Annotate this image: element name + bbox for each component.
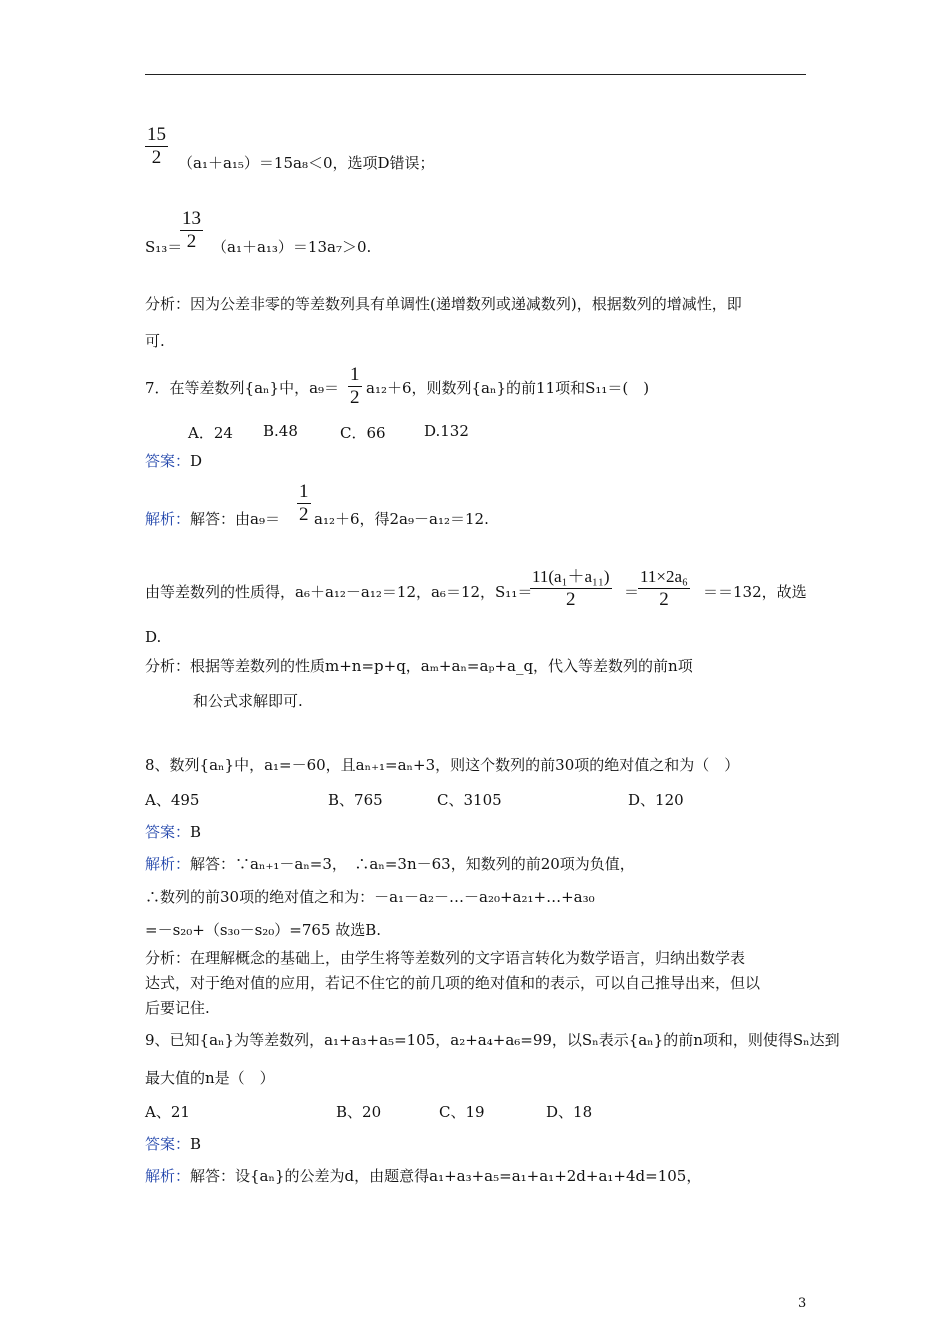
text-line-2-prefix: S₁₃＝: [145, 238, 183, 256]
solution-label: 解析：: [145, 510, 191, 528]
text-line-1: （a₁＋a₁₅）＝15a₈＜0，选项D错误；: [178, 154, 435, 172]
question-7-stem-cont: a₁₂＋6，则数列{aₙ}的前11项和S₁₁＝( ): [366, 379, 650, 397]
analysis-text: 和公式求解即可.: [193, 692, 303, 710]
solution-line: =－s₂₀+（s₃₀－s₂₀）=765 故选B.: [145, 921, 382, 939]
answer-label: 答案：: [145, 452, 191, 470]
property-line-end: D.: [145, 628, 162, 646]
analysis-text: 分析：在理解概念的基础上，由学生将等差数列的文字语言转化为数学语言，归纳出数学表: [145, 949, 746, 967]
analysis-text: 分析：根据等差数列的性质m+n=p+q，aₘ+aₙ=aₚ+a_q，代入等差数列的前n项: [145, 657, 693, 675]
analysis-text: 分析：因为公差非零的等差数列具有单调性(递增数列或递减数列)，根据数列的增减性，即: [145, 295, 742, 313]
text-line-2: （a₁＋a₁₃）＝13a₇＞0.: [212, 238, 372, 256]
analysis-text: 达式，对于绝对值的应用，若记不住它的前几项的绝对值和的表示，可以自己推导出来，但以: [145, 974, 761, 992]
answer-label: 答案：: [145, 823, 191, 841]
question-7-stem: 7．在等差数列{aₙ}中，a₉＝: [145, 379, 340, 397]
option-d: D、120: [628, 791, 684, 809]
answer-label: 答案：: [145, 1135, 191, 1153]
option-a: A．24: [188, 424, 233, 442]
option-b: B、765: [328, 791, 383, 809]
fraction-1-2: 1 2: [299, 481, 309, 525]
question-8-stem: 8、数列{aₙ}中，a₁=－60，且aₙ₊₁=aₙ+3，则这个数列的前30项的绝对值之和为（ ）: [145, 756, 740, 774]
option-c: C、3105: [437, 791, 502, 809]
solution-line-cont: a₁₂＋6，得2a₉－a₁₂＝12.: [314, 510, 489, 528]
answer-value: B: [190, 1135, 202, 1153]
answer-line: [145, 451, 202, 471]
option-a: A、495: [145, 791, 200, 809]
equals-sign: ＝: [624, 583, 640, 601]
solution-line: 解析：解答：设{aₙ}的公差为d，由题意得a₁+a₃+a₅=a₁+a₁+2d+a₁+4d=105，: [145, 1167, 702, 1185]
option-a: A、21: [145, 1103, 190, 1121]
solution-label: 解析：: [145, 855, 191, 873]
question-9-stem-cont: 最大值的n是（ ）: [145, 1069, 275, 1087]
option-b: B.48: [263, 422, 298, 440]
question-9-stem: 9、已知{aₙ}为等差数列，a₁+a₃+a₅=105，a₂+a₄+a₆=99，以Sₙ表示{aₙ}的前n项和，则使得Sₙ达到: [145, 1031, 840, 1049]
answer-line: [145, 1134, 201, 1154]
fraction-1-2: 1 2: [350, 364, 360, 408]
solution-line: 解析：解答：∵aₙ₊₁－aₙ=3， ∴aₙ=3n－63，知数列的前20项为负值，: [145, 855, 635, 873]
property-line-cont: ＝＝132，故选: [703, 583, 807, 601]
solution-line: 解析：解答：由a₉＝: [145, 510, 280, 528]
solution-label: 解析：: [145, 1167, 191, 1185]
property-line: 由等差数列的性质得，a₆＋a₁₂－a₁₂＝12，a₆＝12，S₁₁＝: [145, 583, 533, 601]
header-rule: [145, 74, 806, 75]
analysis-text: 后要记住.: [145, 999, 210, 1017]
solution-line: ∴数列的前30项的绝对值之和为：－a₁－a₂－…－a₂₀+a₂₁+…+a₃₀: [145, 888, 595, 906]
answer-value: B: [190, 823, 202, 841]
fraction-13-2: 13 2: [182, 208, 201, 252]
fraction-11x2a6: 11×2a₆ 2: [640, 567, 688, 610]
option-c: C．66: [340, 424, 386, 442]
option-d: D.132: [424, 422, 469, 440]
option-d: D、18: [546, 1103, 593, 1121]
answer-value: D: [190, 452, 203, 470]
option-c: C、19: [439, 1103, 485, 1121]
analysis-text: 可.: [145, 332, 165, 350]
option-b: B、20: [336, 1103, 382, 1121]
page-number: 3: [798, 1296, 807, 1311]
fraction-15-2: 15 2: [147, 124, 166, 168]
answer-line: [145, 822, 201, 842]
fraction-s11: 11(a₁＋a₁₁) 2: [532, 567, 610, 610]
